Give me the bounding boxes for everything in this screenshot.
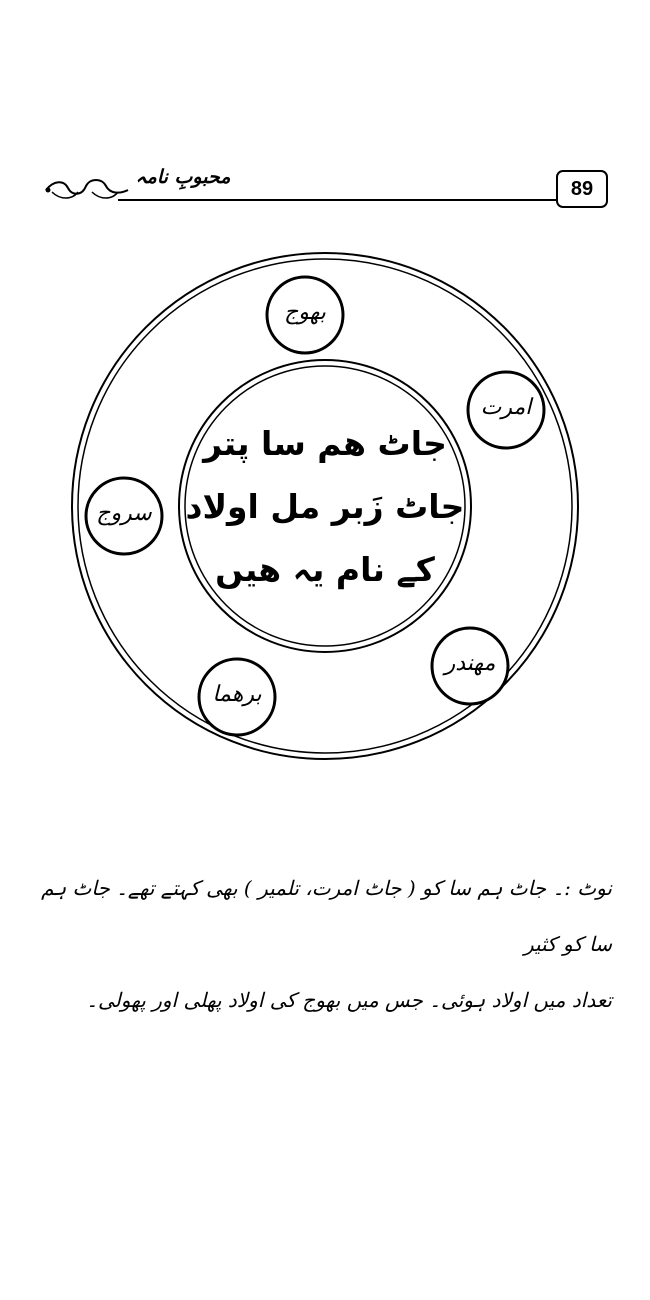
name-amrat: امرت <box>480 395 532 420</box>
center-text <box>180 412 470 601</box>
page-number: 89 <box>556 170 608 208</box>
book-title: محبوبِ نامہ <box>135 166 231 188</box>
note-line-1: نوٹ :۔ جاٹ ہم سا کو ( جاٹ امرت، تلمیر ) بھی کہتے تھے۔ جاٹ ہم سا کو کثیر <box>41 876 612 956</box>
name-sarooj: سروج <box>96 501 152 526</box>
center-line-2: جاٹ زَبر مل اولاد <box>185 487 465 526</box>
center-line-1: جاٹ ھم سا پتر <box>203 424 447 463</box>
note-line-2: تعداد میں اولاد ہوئی۔ جس میں بھوج کی اولاد پھلی اور پھولی۔ <box>86 988 612 1012</box>
note-paragraph <box>40 860 612 1028</box>
name-bhoj: بھوج <box>284 300 326 325</box>
name-barhama: برھما <box>212 682 262 707</box>
name-mahandar: مھندر <box>444 651 496 676</box>
center-line-3: کے نام یہ ھیں <box>215 550 435 589</box>
